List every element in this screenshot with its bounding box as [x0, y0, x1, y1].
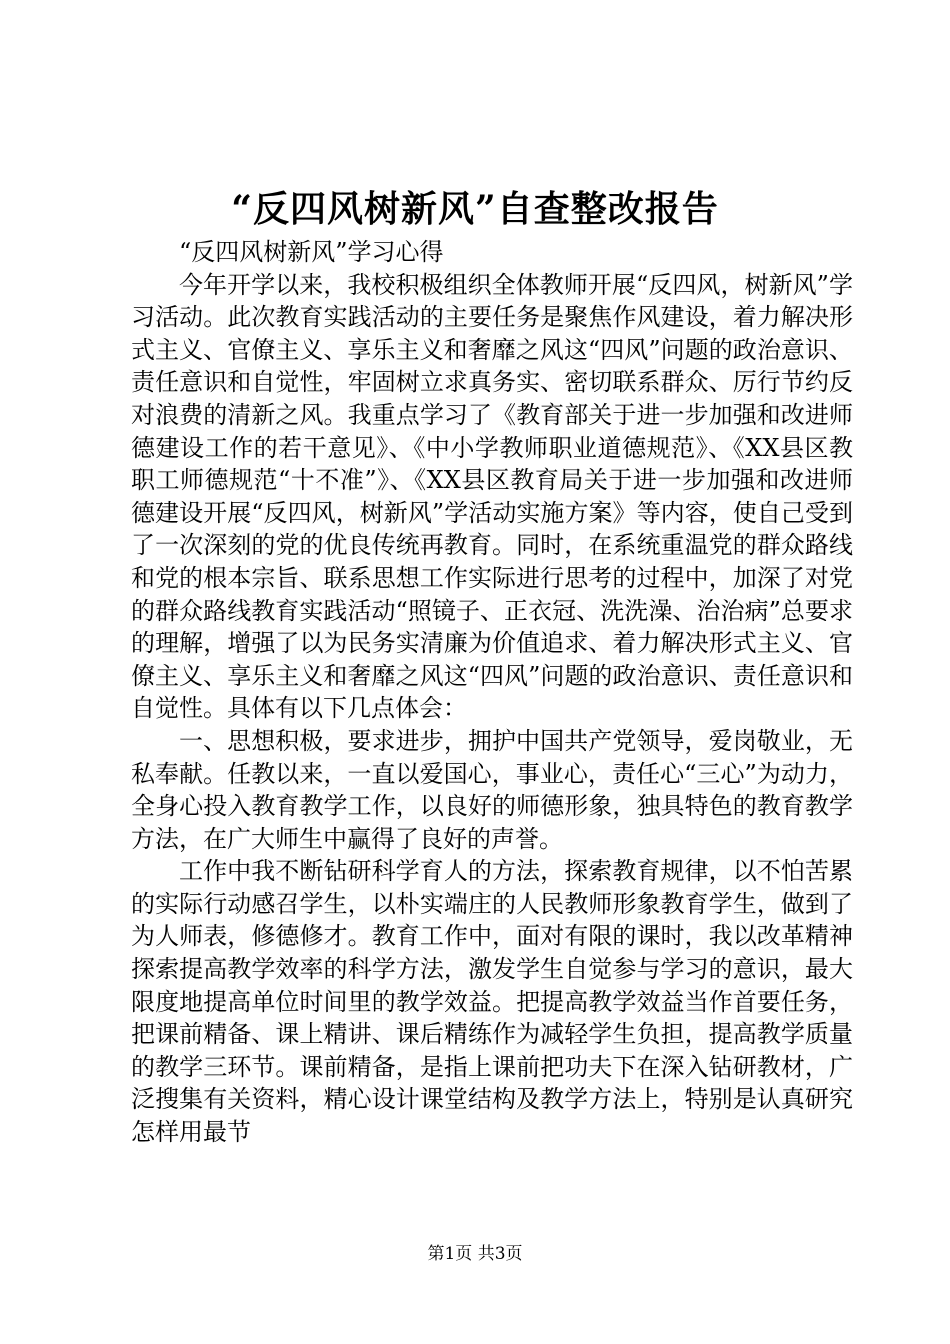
- document-title: “反四风树新风”自查整改报告: [231, 188, 719, 230]
- body-paragraph: 一、思想积极，要求进步，拥护中国共产党领导，爱岗敬业，无私奉献。任教以来，一直以爱国心，事业心，责任心“三心”为动力，全身心投入教育教学工作，以良好的师德形象，独具特色的教育教学方法，在广大师生中赢得了良好的声誉。: [131, 726, 853, 853]
- page-footer: [0, 1242, 950, 1266]
- body-paragraph: 今年开学以来，我校积极组织全体教师开展“反四风，树新风”学习活动。此次教育实践活动的主要任务是聚焦作风建设，着力解决形式主义、官僚主义、享乐主义和奢靡之风这“四风”问题的政治意识、责任意识和自觉性，牢固树立求真务实、密切联系群众、厉行节约反对浪费的清新之风。我重点学习了《教育部关于进一步加强和改进师德建设工作的若干意见》、《中小学教师职业道德规范》、《XX县区教职工师德规范“十不准”》、《XX县区教育局关于进一步加强和改进师德建设开展“反四风，树新风”学活动实施方案》等内容，使自己受到了一次深刻的党的优良传统再教育。同时，在系统重温党的群众路线和党的根本宗旨、联系思想工作实际进行思考的过程中，加深了对党的群众路线教育实践活动“照镜子、正衣冠、洗洗澡、治治病”总要求的理解，增强了以为民务实清廉为价值追求、着力解决形式主义、官僚主义、享乐主义和奢靡之风这“四风”问题的政治意识、责任意识和自觉性。具体有以下几点体会：: [131, 270, 853, 723]
- document-body: [131, 236, 853, 1149]
- page-number-label: 第1页 共3页: [427, 1244, 523, 1264]
- body-paragraph: 工作中我不断钻研科学育人的方法，探索教育规律，以不怕苦累的实际行动感召学生，以朴实端庄的人民教师形象教育学生，做到了为人师表，修德修才。教育工作中，面对有限的课时，我以改革精神探索提高教学效率的科学方法，激发学生自觉参与学习的意识，最大限度地提高单位时间里的教学效益。把提高教学效益当作首要任务，把课前精备、课上精讲、课后精练作为减轻学生负担，提高教学质量的教学三环节。课前精备，是指上课前把功夫下在深入钻研教材，广泛搜集有关资料，精心设计课堂结构及教学方法上，特别是认真研究怎样用最节: [131, 857, 853, 1147]
- document-subtitle: “反四风树新风”学习心得: [179, 238, 444, 266]
